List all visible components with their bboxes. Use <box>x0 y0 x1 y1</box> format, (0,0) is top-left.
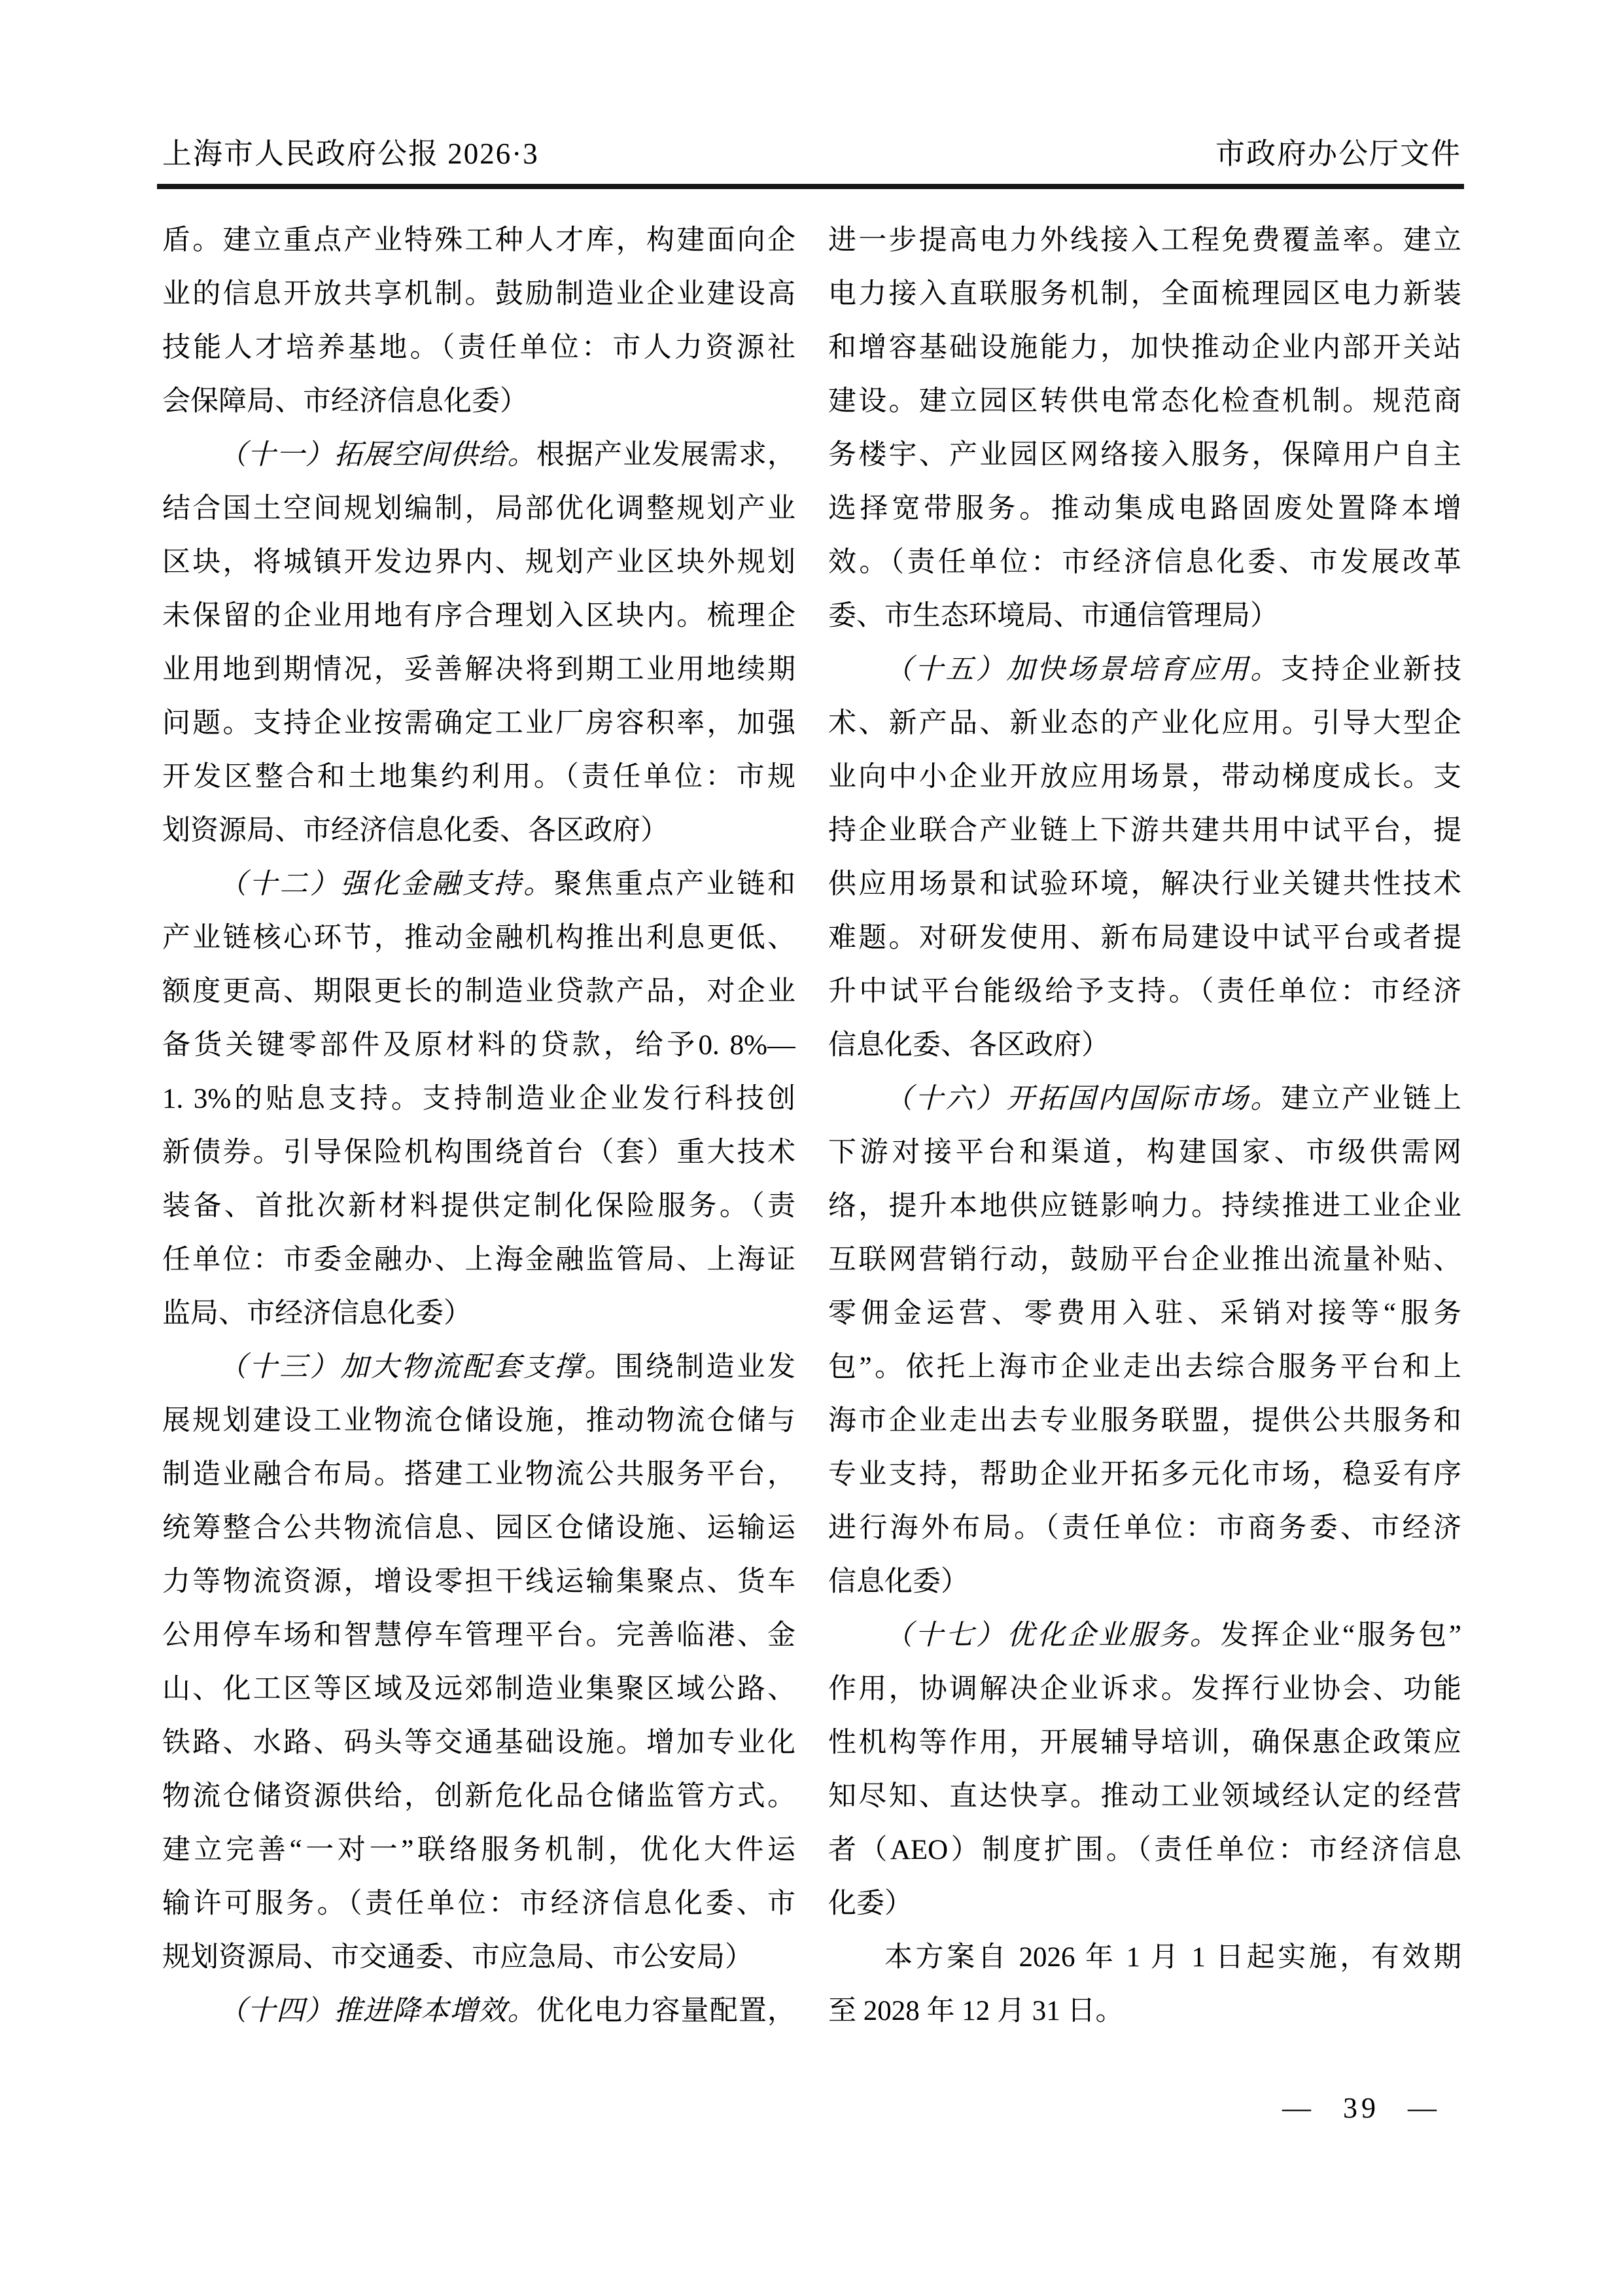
line-text: 信息化委） <box>828 1566 969 1597</box>
line-text: 铁路、水路、码头等交通基础设施。增加专业化 <box>162 1727 795 1758</box>
text-line <box>162 1502 795 1555</box>
line-text: 建立完善“一对一”联络服务机制，优化大件运 <box>162 1835 795 1865</box>
line-text: 装备、首批次新材料提供定制化保险服务。（责 <box>162 1191 795 1222</box>
text-line <box>828 1019 1461 1072</box>
text-line <box>162 1287 795 1341</box>
text-line <box>828 1126 1461 1180</box>
section-heading-text: （十一）拓展空间供给。 <box>218 440 536 470</box>
line-text: 结合国土空间规划编制，局部优化调整规划产业 <box>162 493 795 524</box>
line-text: 划资源局、市经济信息化委、各区政府） <box>162 815 669 846</box>
text-line <box>828 858 1461 911</box>
line-text: 额度更高、期限更长的制造业贷款产品，对企业 <box>162 976 795 1007</box>
text-line <box>162 1555 795 1609</box>
text-line <box>828 321 1461 375</box>
line-text: 进行海外布局。（责任单位：市商务委、市经济 <box>828 1513 1461 1544</box>
text-line <box>162 1824 795 1877</box>
text-line <box>828 643 1461 697</box>
text-line <box>828 268 1461 321</box>
text-line <box>828 1877 1461 1931</box>
line-text: 展规划建设工业物流仓储设施，推动物流仓储与 <box>162 1405 795 1436</box>
line-text: 化委） <box>828 1888 913 1919</box>
text-line <box>828 911 1461 965</box>
text-line <box>828 1931 1461 1985</box>
text-line <box>828 697 1461 751</box>
line-text: 盾。建立重点产业特殊工种人才库，构建面向企 <box>162 225 795 256</box>
text-line <box>162 1716 795 1770</box>
text-line <box>828 536 1461 590</box>
text-line <box>162 1448 795 1502</box>
text-line <box>828 965 1461 1019</box>
text-line <box>162 214 795 268</box>
line-text: 任单位：市委金融办、上海金融监管局、上海证 <box>162 1245 795 1275</box>
line-text: 支持企业新技 <box>1280 654 1461 685</box>
line-text: 建设。建立园区转供电常态化检查机制。规范商 <box>828 386 1461 417</box>
body-text-block <box>162 214 1461 2038</box>
line-text: 升中试平台能级给予支持。（责任单位：市经济 <box>828 976 1461 1007</box>
text-line <box>162 1233 795 1287</box>
text-line <box>162 1985 795 2038</box>
text-line <box>828 1394 1461 1448</box>
text-line <box>828 1341 1461 1394</box>
line-text: 未保留的企业用地有序合理划入区块内。梳理企 <box>162 601 795 631</box>
line-text: 优化电力容量配置， <box>536 1996 795 2026</box>
text-line <box>828 1287 1461 1341</box>
text-line <box>828 429 1461 482</box>
text-line <box>828 1770 1461 1824</box>
line-text: 新债券。引导保险机构围绕首台（套）重大技术 <box>162 1137 795 1168</box>
line-text: 下游对接平台和渠道，构建国家、市级供需网 <box>828 1137 1461 1168</box>
header-rule <box>157 184 1464 189</box>
text-line <box>828 751 1461 804</box>
text-line <box>828 1824 1461 1877</box>
line-text: 根据产业发展需求， <box>536 440 795 470</box>
doc-category-label: 市政府办公厅文件 <box>1215 137 1461 170</box>
line-text: 统筹整合公共物流信息、园区仓储设施、运输运 <box>162 1513 795 1544</box>
line-text: 难题。对研发使用、新布局建设中试平台或者提 <box>828 923 1461 953</box>
line-text: 输许可服务。（责任单位：市经济信息化委、市 <box>162 1888 795 1919</box>
line-text: 电力接入直联服务机制，全面梳理园区电力新装 <box>828 279 1461 309</box>
text-line <box>828 1609 1461 1663</box>
text-line <box>828 1072 1461 1126</box>
section-heading-text: （十五）加快场景培育应用。 <box>884 654 1281 685</box>
line-text: 务楼宇、产业园区网络接入服务，保障用户自主 <box>828 440 1461 470</box>
line-text: 知尽知、直达快享。推动工业领域经认定的经营 <box>828 1781 1461 1812</box>
text-line <box>162 911 795 965</box>
text-line <box>828 482 1461 536</box>
text-line <box>162 1019 795 1072</box>
text-line <box>162 482 795 536</box>
text-line <box>828 1502 1461 1555</box>
text-line <box>162 965 795 1019</box>
line-text: 至 2028 年 12 月 31 日。 <box>828 1996 1124 2026</box>
text-line <box>162 804 795 858</box>
text-line <box>162 375 795 429</box>
text-line <box>162 697 795 751</box>
running-head <box>162 135 1461 173</box>
line-text: 力等物流资源，增设零担干线运输集聚点、货车 <box>162 1566 795 1597</box>
text-line <box>162 1180 795 1233</box>
line-text: 1. 3%的贴息支持。支持制造业企业发行科技创 <box>162 1084 795 1114</box>
text-line <box>828 1985 1461 2038</box>
section-heading-text: （十二）强化金融支持。 <box>218 869 554 900</box>
line-text: 物流仓储资源供给，创新危化品仓储监管方式。 <box>162 1781 795 1812</box>
text-line <box>162 751 795 804</box>
line-text: 会保障局、市经济信息化委） <box>162 386 528 417</box>
line-text: 建立产业链上 <box>1280 1084 1461 1114</box>
line-text: 规划资源局、市交通委、市应急局、市公安局） <box>162 1942 753 1973</box>
line-text: 络，提升本地供应链影响力。持续推进工业企业 <box>828 1191 1461 1222</box>
text-line <box>162 321 795 375</box>
line-text: 性机构等作用，开展辅导培训，确保惠企政策应 <box>828 1727 1461 1758</box>
line-text: 供应用场景和试验环境，解决行业关键共性技术 <box>828 869 1461 900</box>
page-number: — 39 — <box>1282 2092 1440 2124</box>
line-text: 备货关键零部件及原材料的贷款，给予0. 8%— <box>162 1030 795 1061</box>
line-text: 选择宽带服务。推动集成电路固废处置降本增 <box>828 493 1461 524</box>
line-text: 监局、市经济信息化委） <box>162 1298 472 1329</box>
line-text: 本方案自 2026 年 1 月 1 日起实施，有效期 <box>884 1942 1461 1973</box>
line-text: 业向中小企业开放应用场景，带动梯度成长。支 <box>828 762 1461 792</box>
line-text: 进一步提高电力外线接入工程免费覆盖率。建立 <box>828 225 1461 256</box>
line-text: 零佣金运营、零费用入驻、采销对接等“服务 <box>828 1298 1461 1329</box>
line-text: 区块，将城镇开发边界内、规划产业区块外规划 <box>162 547 795 578</box>
line-text: 聚焦重点产业链和 <box>553 869 795 900</box>
line-text: 专业支持，帮助企业开拓多元化市场，稳妥有序 <box>828 1459 1461 1490</box>
text-line <box>828 590 1461 643</box>
text-line <box>162 858 795 911</box>
text-line <box>162 1341 795 1394</box>
text-line <box>162 1609 795 1663</box>
text-line <box>162 429 795 482</box>
line-text: 者（AEO）制度扩围。（责任单位：市经济信息 <box>828 1835 1461 1865</box>
text-line <box>828 1663 1461 1716</box>
section-heading-text: （十六）开拓国内国际市场。 <box>884 1084 1281 1114</box>
text-line <box>162 1931 795 1985</box>
line-text: 发挥企业“服务包” <box>1220 1620 1461 1651</box>
line-text: 山、化工区等区域及远郊制造业集聚区域公路、 <box>162 1674 795 1704</box>
text-line <box>828 1716 1461 1770</box>
text-line <box>828 1233 1461 1287</box>
line-text: 制造业融合布局。搭建工业物流公共服务平台， <box>162 1459 795 1490</box>
text-line <box>162 590 795 643</box>
text-line <box>162 1877 795 1931</box>
line-text: 海市企业走出去专业服务联盟，提供公共服务和 <box>828 1405 1461 1436</box>
text-line <box>828 375 1461 429</box>
line-text: 信息化委、各区政府） <box>828 1030 1109 1061</box>
line-text: 产业链核心环节，推动金融机构推出利息更低、 <box>162 923 795 953</box>
section-heading-text: （十七）优化企业服务。 <box>884 1620 1221 1651</box>
text-line <box>162 643 795 697</box>
line-text: 包”。依托上海市企业走出去综合服务平台和上 <box>828 1352 1461 1383</box>
text-line <box>828 804 1461 858</box>
line-text: 效。（责任单位：市经济信息化委、市发展改革 <box>828 547 1461 578</box>
text-line <box>162 1770 795 1824</box>
right-column <box>828 214 1461 2038</box>
line-text: 业的信息开放共享机制。鼓励制造业企业建设高 <box>162 279 795 309</box>
left-column <box>162 214 795 2038</box>
text-line <box>828 1448 1461 1502</box>
text-line <box>162 1394 795 1448</box>
line-text: 技能人才培养基地。（责任单位：市人力资源社 <box>162 332 795 363</box>
section-heading-text: （十四）推进降本增效。 <box>218 1996 536 2026</box>
text-line <box>828 1555 1461 1609</box>
text-line <box>162 1663 795 1716</box>
line-text: 开发区整合和土地集约利用。（责任单位：市规 <box>162 762 795 792</box>
line-text: 作用，协调解决企业诉求。发挥行业协会、功能 <box>828 1674 1461 1704</box>
line-text: 问题。支持企业按需确定工业厂房容积率，加强 <box>162 708 795 739</box>
line-text: 公用停车场和智慧停车管理平台。完善临港、金 <box>162 1620 795 1651</box>
text-line <box>162 536 795 590</box>
line-text: 业用地到期情况，妥善解决将到期工业用地续期 <box>162 654 795 685</box>
line-text: 和增容基础设施能力，加快推动企业内部开关站 <box>828 332 1461 363</box>
text-line <box>162 268 795 321</box>
text-line <box>828 214 1461 268</box>
line-text: 委、市生态环境局、市通信管理局） <box>828 601 1278 631</box>
text-line <box>828 1180 1461 1233</box>
line-text: 围绕制造业发 <box>614 1352 795 1383</box>
section-heading-text: （十三）加大物流配套支撑。 <box>218 1352 615 1383</box>
text-line <box>162 1126 795 1180</box>
line-text: 互联网营销行动，鼓励平台企业推出流量补贴、 <box>828 1245 1461 1275</box>
text-line <box>162 1072 795 1126</box>
line-text: 术、新产品、新业态的产业化应用。引导大型企 <box>828 708 1461 739</box>
gazette-title: 上海市人民政府公报 2026·3 <box>162 137 539 170</box>
line-text: 持企业联合产业链上下游共建共用中试平台，提 <box>828 815 1461 846</box>
